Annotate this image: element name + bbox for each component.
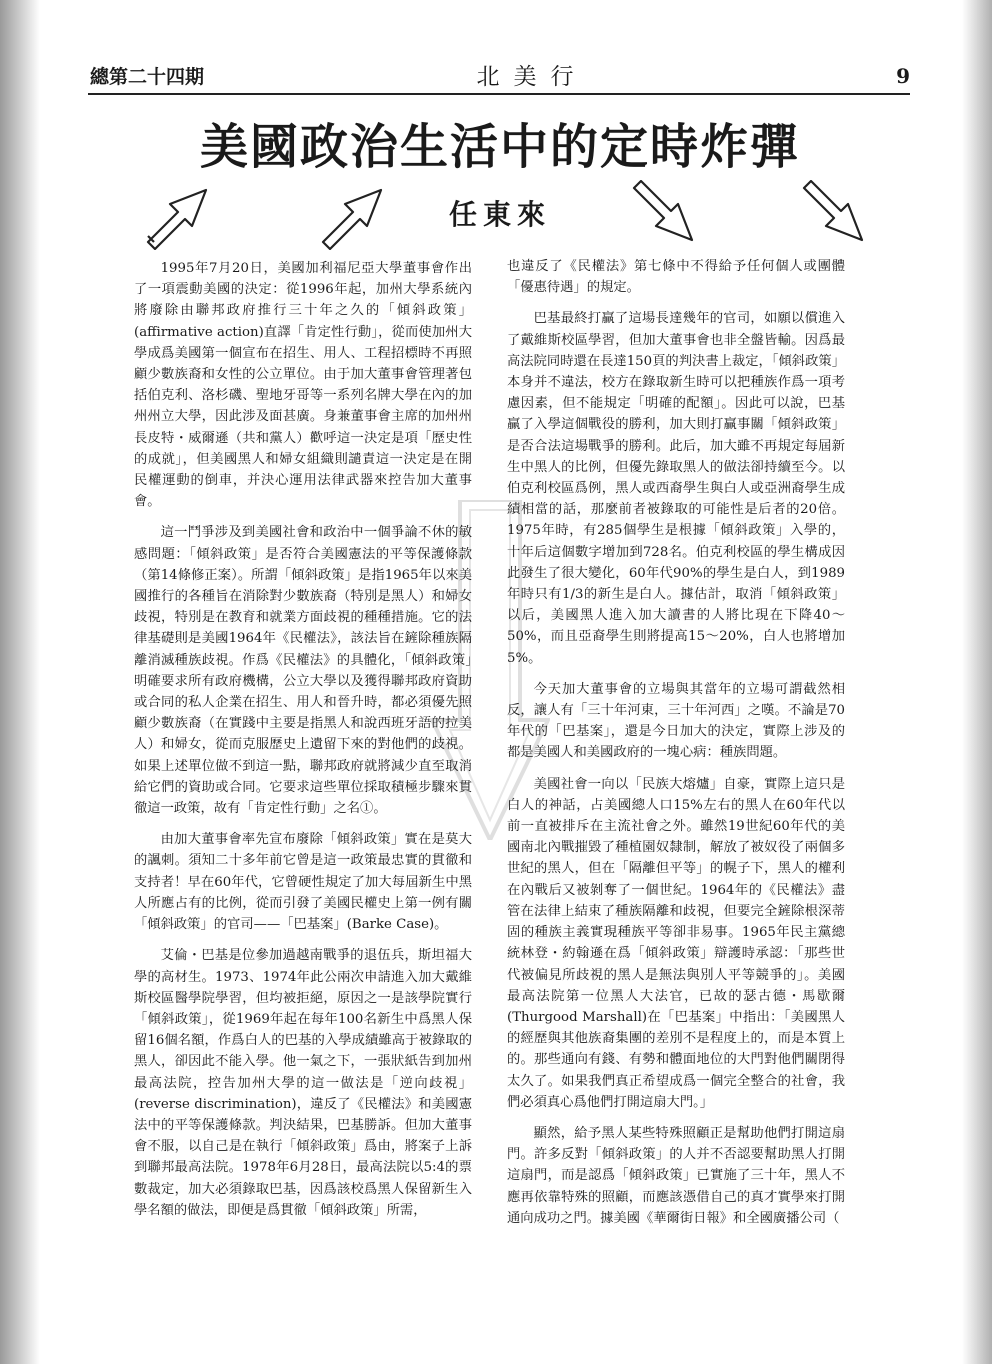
arrow-down-right-icon xyxy=(796,180,876,250)
paragraph: 也違反了《民權法》第七條中不得給予任何個人或團體「優惠待遇」的規定。 xyxy=(507,259,845,296)
header-rule xyxy=(88,93,910,95)
paragraph: 這一鬥爭涉及到美國社會和政治中一個爭論不休的敏感問題：「傾斜政策」是否符合美國憲法的平等保護條款（第14條修正案）。所謂「傾斜政策」是指1965年以來美國推行的各種旨在消除對少數族裔（特別是黑人）和婦女歧視，特別是在教育和就業方面歧視的種種措施。它的法律基礎則是美國1964年《民權法》，該法旨在鏟除種族隔離消滅種族歧視。作爲《民權法》的具體化，「傾斜政策」明確要求所有政府機構，公立大學以及獲得聯邦政府資助或合同的私人企業在招生、用人和晉升時，都必須優先照顧少數族裔（在實踐中主要是指黑人和說西班牙語的拉美人）和婦女，從而克服歷史上遺留下來的對他們的歧視。如果上述單位做不到這一點，聯邦政府就將減少直至取消給它們的資助或合同。它要求這些單位採取積極步驟來貫徹這一政策，故有「肯定性行動」之名①。 xyxy=(134,525,472,817)
arrow-up-right-icon xyxy=(140,180,220,250)
paragraph: 1995年7月20日，美國加利福尼亞大學董事會作出了一項震動美國的決定：從1996年起，加州大學系統內將廢除由聯邦政府推行三十年之久的「傾斜政策」(affirmative action)直譯「肯定性行動」，從而使加州大學成爲美國第一個宣布在招生、用人、工程招標時不再照顧少數族裔和女性的公立單位。由于加大董事會管理著包括伯克利、洛杉磯、聖地牙哥等一系列名牌大學在內的加州州立大學，因此涉及面甚廣。身兼董事會主席的加州州長皮特・威爾遜（共和黨人）歡呼這一決定是項「歷史性的成就」，但美國黑人和婦女組織則譴責這一決定是在開民權運動的倒車，并決心運用法律武器來控告加大董事會。 xyxy=(134,261,472,510)
page-number: 9 xyxy=(896,64,910,88)
magazine-name: 北美行 xyxy=(476,64,588,90)
scan-shadow-right xyxy=(962,0,992,1364)
arrow-up-right-icon xyxy=(315,180,395,250)
paragraph: 美國社會一向以「民族大熔爐」自豪，實際上這只是白人的神話，占美國總人口15%左右的黑人在60年代以前一直被排斥在主流社會之外。雖然19世紀60年代的美國南北內戰摧毀了種植園奴隸制，解放了被奴役了兩個多世紀的黑人，但在「隔離但平等」的幌子下，黑人的權利在內戰后又被剝奪了一個世紀。1964年的《民權法》盡管在法律上結束了種族隔離和歧視，但要完全鏟除根深蒂固的種族主義實現種族平等卻非易事。1965年民主黨總統林登・約翰遜在爲「傾斜政策」辯護時承認：「那些世代被偏見所歧視的黑人是無法與別人平等競爭的」。美國最高法院第一位黑人大法官，已故的瑟古德・馬歇爾(Thurgood Marshall)在「巴基案」中指出：「美國黑人的經歷與其他族裔集團的差別不是程度上的，而是本質上的。那些通向有錢、有勢和體面地位的大門對他們關閉得太久了。如果我們真正希望成爲一個完全整合的社會，我們必須真心爲他們打開這扇大門。」 xyxy=(507,776,845,1110)
scan-shadow-left xyxy=(0,0,40,1364)
paragraph: 巴基最終打贏了這場長達幾年的官司，如願以償進入了戴維斯校區學習，但加大董事會也非全盤皆輸。因爲最高法院同時還在長達150頁的判決書上裁定，「傾斜政策」本身并不違法，校方在錄取新生時可以把種族作爲一項考慮因素，但不能規定「明確的配額」。因此可以說，巴基贏了入學這個戰役的勝利，加大則打贏事關「傾斜政策」是否合法這場戰爭的勝利。此后，加大雖不再規定每屆新生中黑人的比例，但優先錄取黑人的做法卻持續至今。以伯克利校區爲例，黑人或西裔學生與白人或亞洲裔學生成績相當的話，那麼前者被錄取的可能性是后者的20倍。1975年時，有285個學生是根據「傾斜政策」入學的，十年后這個數字增加到728名。伯克利校區的學生構成因此發生了很大變化，60年代90%的學生是白人，到1989年時只有1/3的新生是白人。據估計，取消「傾斜政策」以后，美國黑人進入加大讀書的人將比現在下降40～50%，而且亞裔學生則將提高15～20%，白人也將增加5%。 xyxy=(507,311,845,666)
paragraph: 顯然，給予黑人某些特殊照顧正是幫助他們打開這扇門。許多反對「傾斜政策」的人并不否認要幫助黑人打開這扇門，而是認爲「傾斜政策」已實施了三十年，黑人不應再依靠特殊的照顧，而應該憑借自己的真才實學來打開通向成功之門。據美國《華爾街日報》和全國廣播公司（ xyxy=(507,1125,845,1226)
article-title: 美國政治生活中的定時炸彈 xyxy=(199,119,800,175)
paragraph: 今天加大董事會的立場與其當年的立場可謂截然相反，讓人有「三十年河東，三十年河西」之嘆。不論是70年代的「巴基案」，還是今日加大的決定，實際上涉及的都是美國人和美國政府的一塊心病：種族問題。 xyxy=(507,681,845,761)
page-header xyxy=(90,62,910,92)
article-author: 任東來 xyxy=(448,198,551,231)
article-column-left xyxy=(134,258,472,1231)
paragraph: 艾倫・巴基是位參加過越南戰爭的退伍兵，斯坦福大學的高材生。1973、1974年此公兩次申請進入加大戴維斯校區醫學院學習，但均被拒絕，原因之一是該學院實行「傾斜政策」，從1969年起在每年100名新生中爲黑人保留16個名額，作爲白人的巴基的入學成績雖高于被錄取的黑人，卻因此不能入學。他一氣之下，一張狀紙告到加州最高法院，控告加州大學的這一做法是「逆向歧視」(reverse discrimination)，違反了《民權法》和美國憲法中的平等保護條款。判決結果，巴基勝訴。但加大董事會不服，以自己是在執行「傾斜政策」爲由，將案子上訴到聯邦最高法院。1978年6月28日，最高法院以5:4的票數裁定，加大必須錄取巴基，因爲該校爲黑人保留新生入學名額的做法，即便是爲貫徹「傾斜政策」所需， xyxy=(134,948,472,1218)
article-column-right xyxy=(507,256,845,1239)
issue-number: 總第二十四期 xyxy=(90,66,205,88)
arrow-down-right-icon xyxy=(626,180,706,250)
paragraph: 由加大董事會率先宣布廢除「傾斜政策」實在是莫大的諷刺。須知二十多年前它曾是這一政策最忠實的貫徹和支持者！早在60年代，它曾硬性規定了加大每屆新生中黑人所應占有的比例，從而引發了美國民權史上第一例有關「傾斜政策」的官司——「巴基案」(Barke Case)。 xyxy=(134,832,472,933)
